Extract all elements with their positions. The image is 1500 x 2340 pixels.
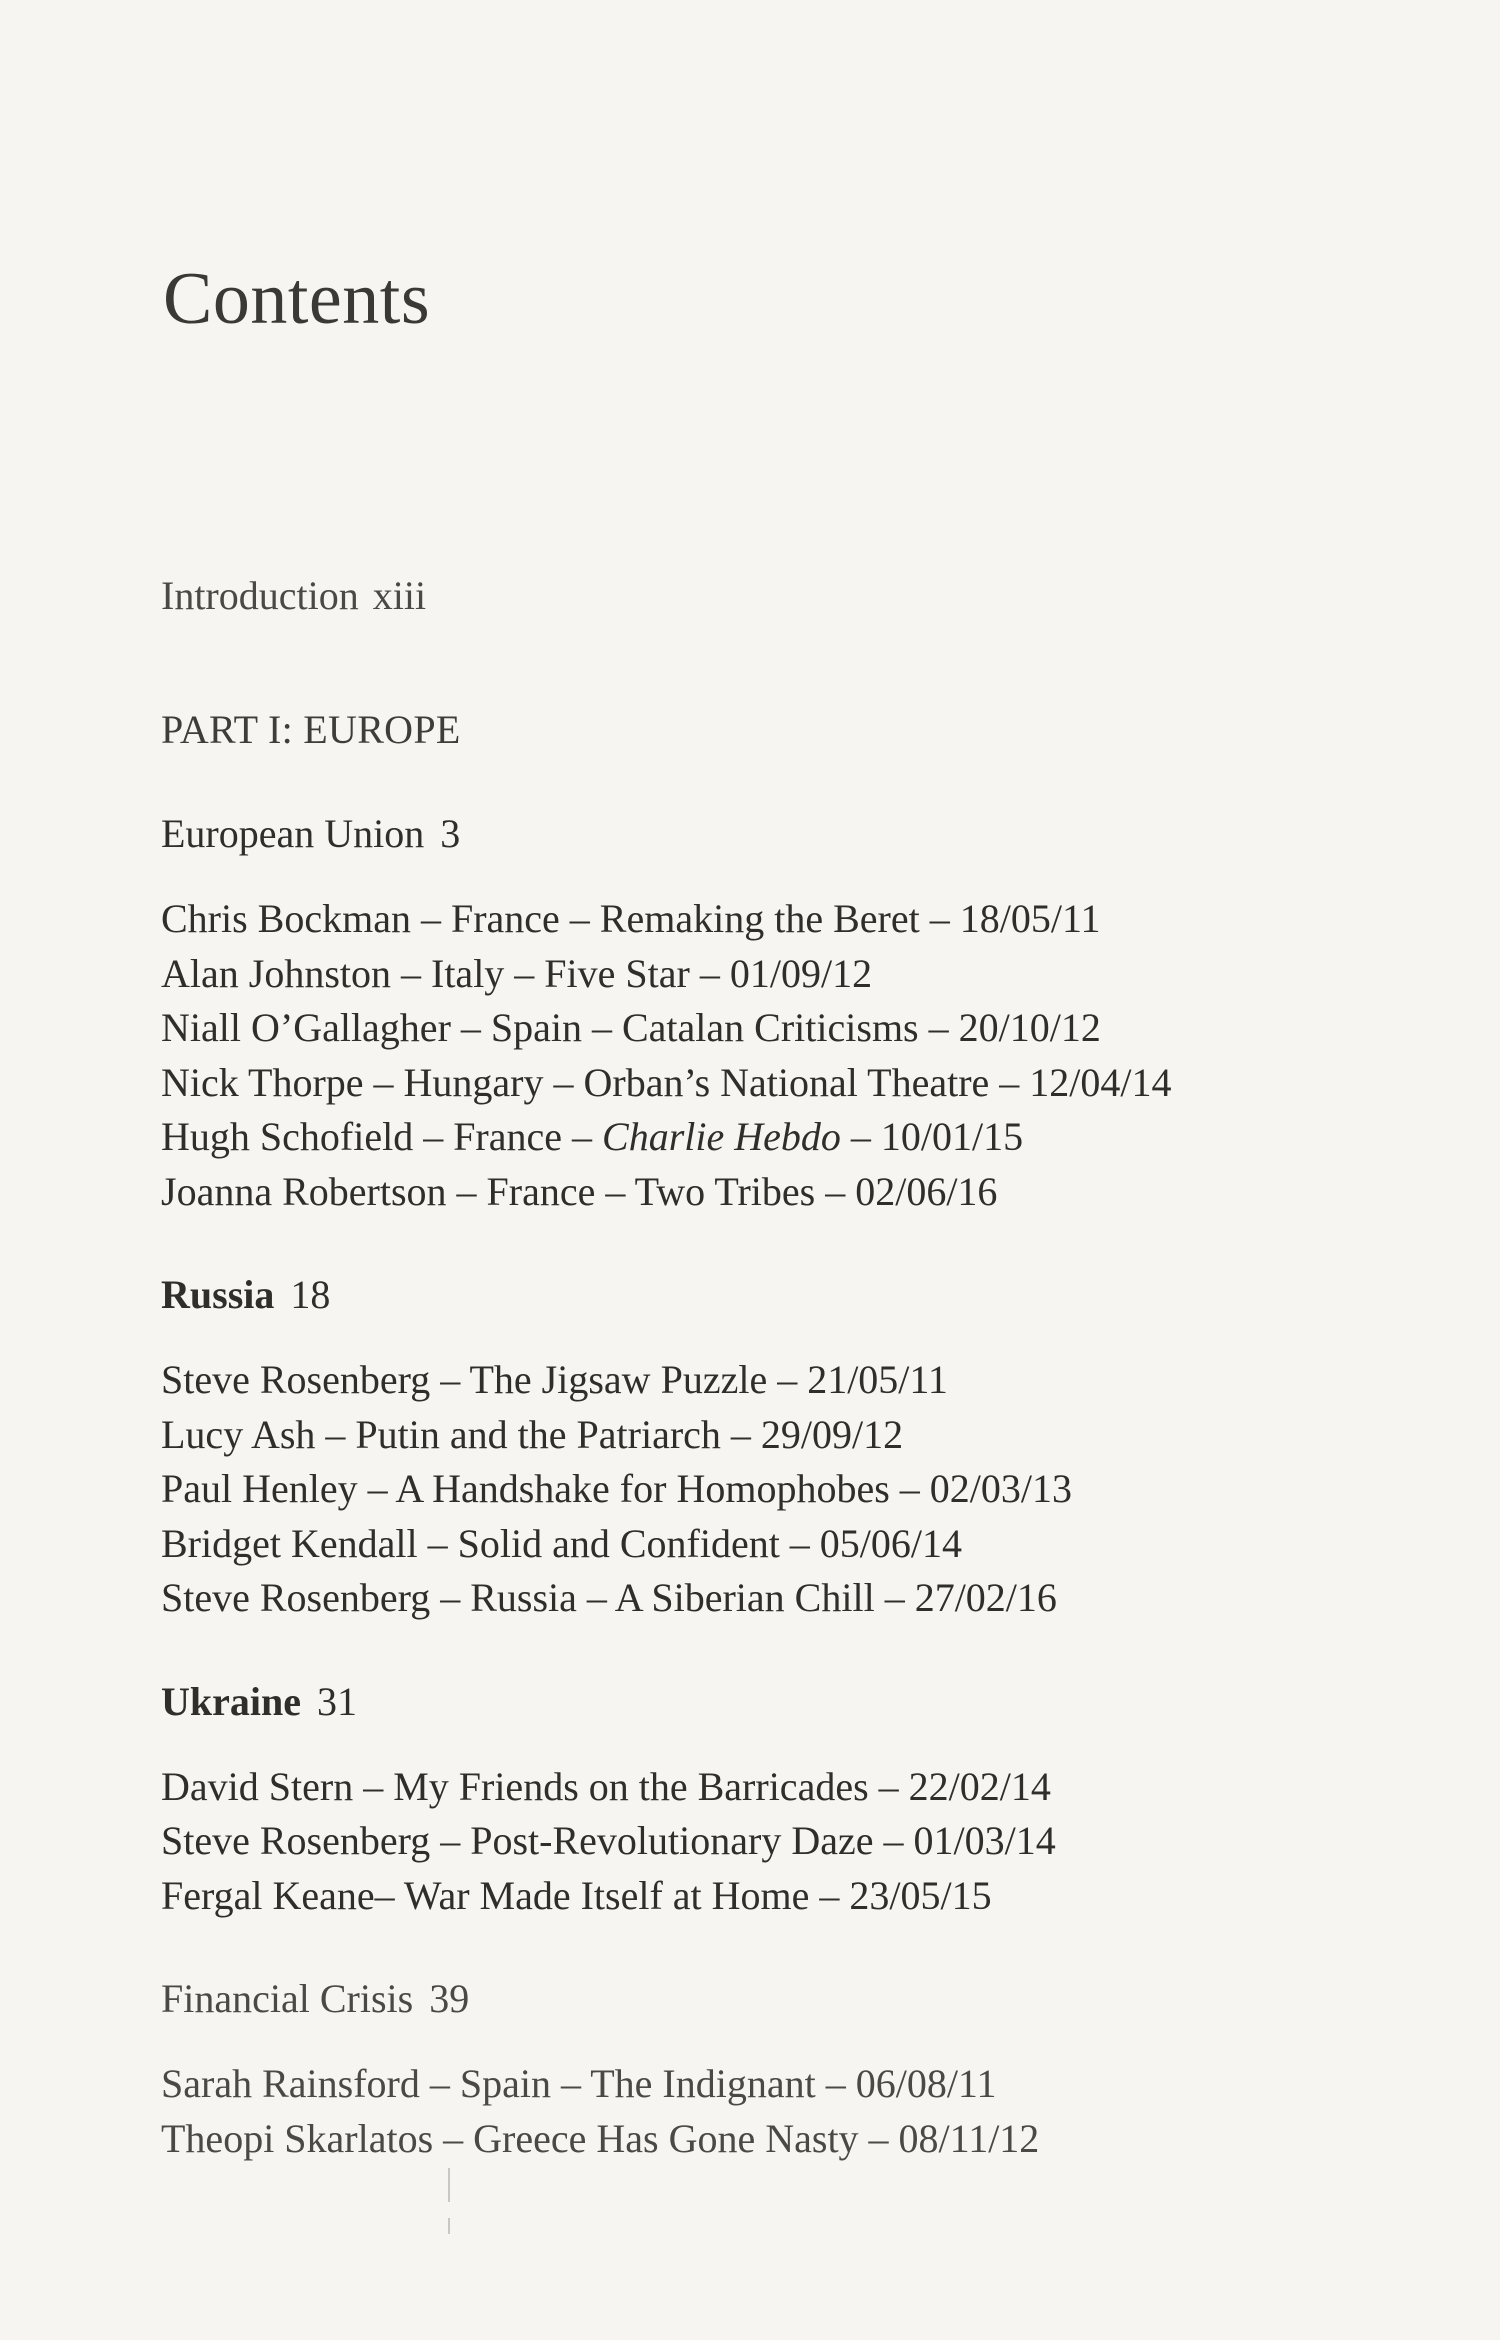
section-page-number: 31 [317,1678,357,1724]
italic-title: Charlie Hebdo [602,1114,841,1159]
toc-entry: David Stern – My Friends on the Barricades – 22/02/14 [161,1763,1051,1809]
section-title [161,1267,1361,1323]
section-title-text: Russia [161,1272,275,1317]
toc-entry: Theopi Skarlatos – Greece Has Gone Nasty – 08/11/12 [161,2115,1040,2161]
toc-section-russia [161,1267,1361,1626]
entry-list [161,1760,1361,1924]
toc-section-european-union [161,806,1361,1219]
toc-entry: Steve Rosenberg – Russia – A Siberian Chill – 27/02/16 [161,1575,1057,1620]
toc-entry: Steve Rosenberg – The Jigsaw Puzzle – 21/05/11 [161,1357,948,1402]
section-title [161,1971,1361,2027]
toc-entry: Sarah Rainsford – Spain – The Indignant – 06/08/11 [161,2061,997,2106]
section-title-text: European Union [161,811,425,856]
section-title [161,806,1361,862]
entry-list [161,892,1361,1219]
entry-list [161,2057,1361,2166]
toc-section-ukraine [161,1674,1361,1924]
table-of-contents [161,568,1361,2166]
toc-entry: Chris Bockman – France – Remaking the Beret – 18/05/11 [161,896,1101,941]
introduction-page-number: xiii [372,573,427,618]
scan-mark [448,2218,450,2234]
entry-list [161,1353,1361,1626]
toc-entry: Hugh Schofield – France – Charlie Hebdo – 10/01/15 [161,1114,1024,1159]
toc-entry: Nick Thorpe – Hungary – Orban’s National Theatre – 12/04/14 [161,1059,1172,1105]
section-page-number: 3 [440,811,461,856]
scan-mark [448,2168,450,2202]
section-title-text: Financial Crisis [161,1976,414,2021]
section-title [161,1674,1361,1730]
page-title: Contents [163,258,431,340]
section-page-number: 39 [429,1976,470,2021]
toc-section-financial-crisis [161,1971,1361,2166]
toc-entry: Niall O’Gallagher – Spain – Catalan Criticisms – 20/10/12 [161,1005,1101,1050]
section-page-number: 18 [290,1272,331,1317]
toc-entry: Bridget Kendall – Solid and Confident – 05/06/14 [161,1520,963,1566]
toc-introduction [161,568,1361,624]
toc-entry: Joanna Robertson – France – Two Tribes – 02/06/16 [161,1168,998,1214]
toc-entry: Alan Johnston – Italy – Five Star – 01/09/12 [161,950,873,996]
toc-entry: Steve Rosenberg – Post-Revolutionary Daze – 01/03/14 [161,1818,1056,1863]
section-title-text: Ukraine [161,1678,301,1724]
introduction-label: Introduction [161,573,359,618]
part-heading: PART I: EUROPE [161,707,461,752]
toc-entry: Paul Henley – A Handshake for Homophobes – 02/03/13 [161,1466,1072,1511]
toc-entry: Lucy Ash – Putin and the Patriarch – 29/09/12 [161,1411,904,1457]
toc-entry: Fergal Keane– War Made Itself at Home – 23/05/15 [161,1872,992,1918]
